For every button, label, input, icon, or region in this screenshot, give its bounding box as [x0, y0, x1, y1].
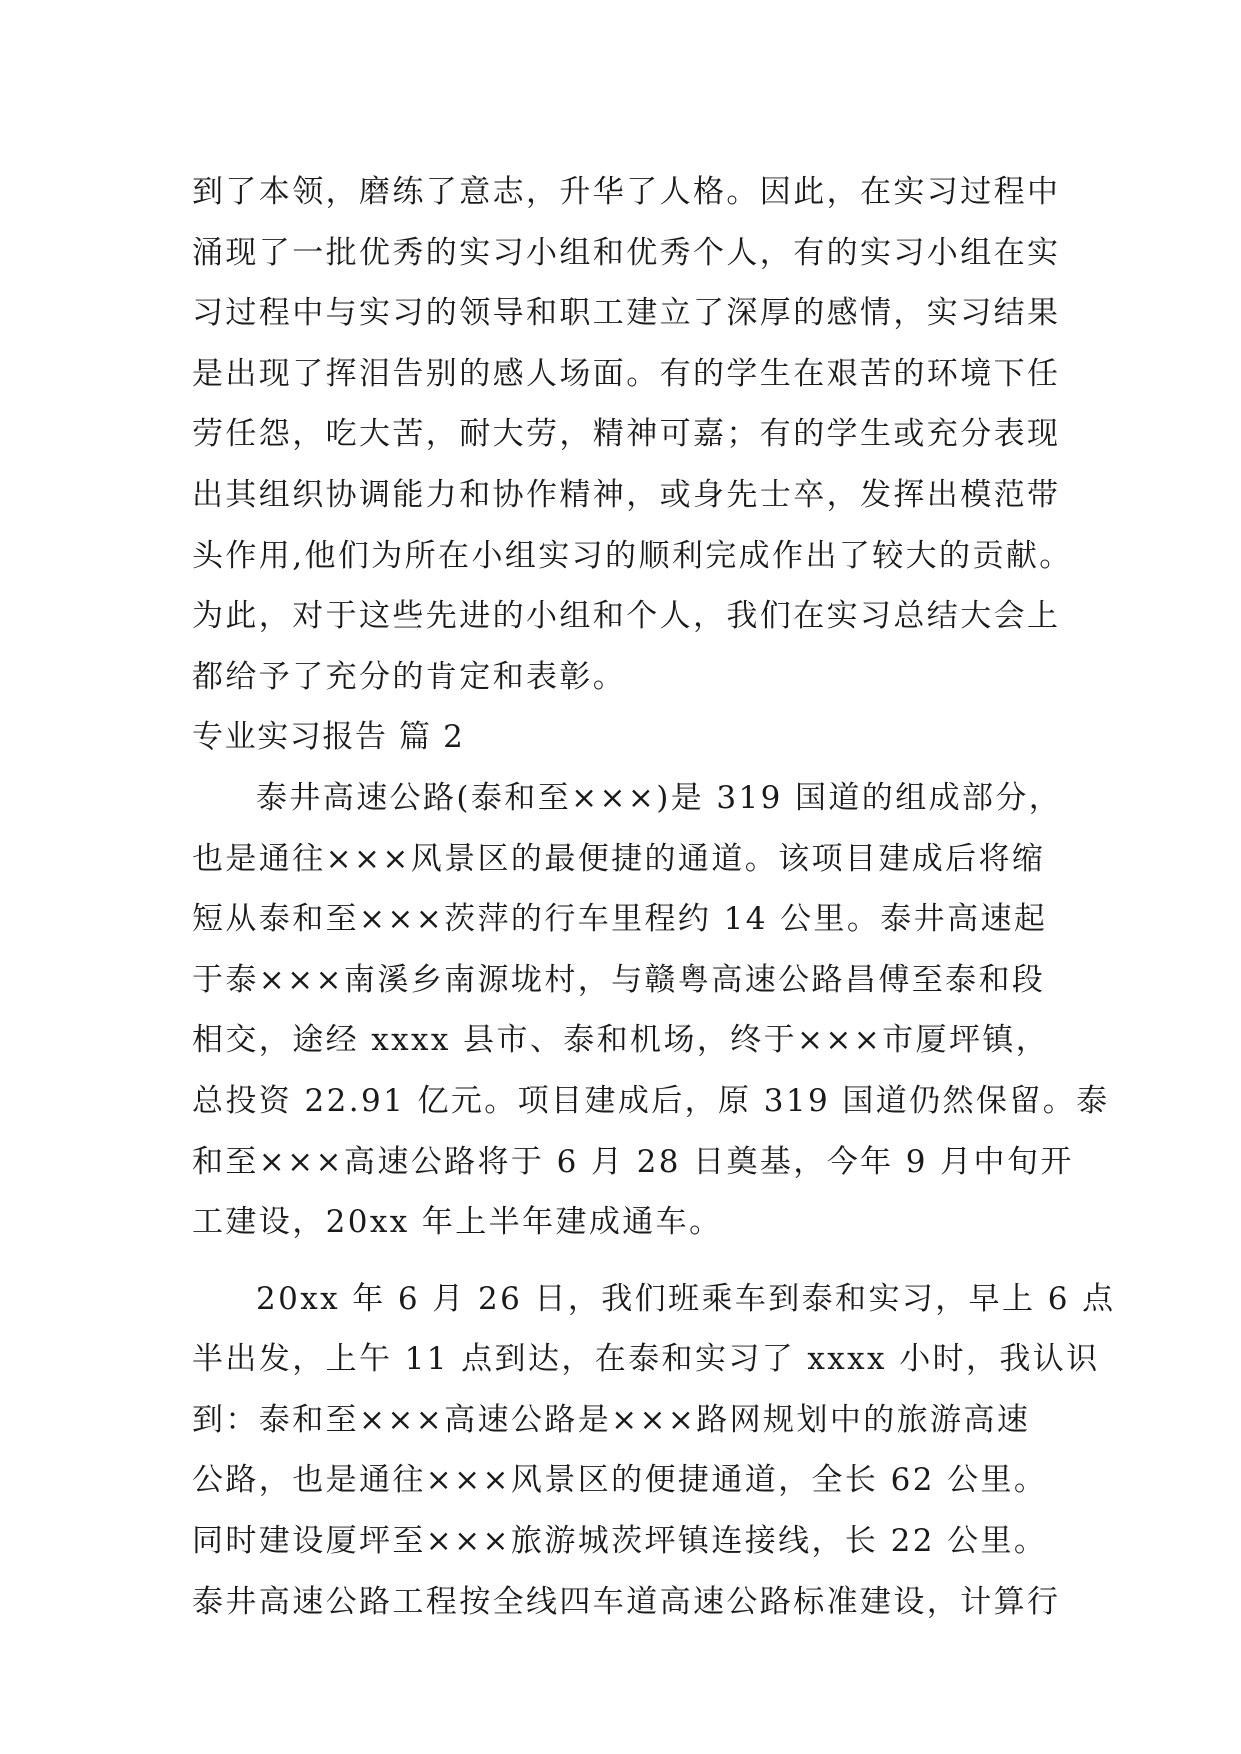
text-line: 劳任怨，吃大苦，耐大劳，精神可嘉；有的学生或充分表现	[192, 416, 1061, 453]
document-body	[192, 162, 1116, 1632]
text-line: 涌现了一批优秀的实习小组和优秀个人，有的实习小组在实	[192, 234, 1061, 271]
text-line: 习过程中与实习的领导和职工建立了深厚的感情，实习结果	[192, 295, 1061, 332]
text-line: 相交，途经 xxxx 县市、泰和机场，终于×××市厦坪镇，	[192, 1022, 1050, 1059]
paragraph-2	[192, 768, 1110, 1253]
paragraph-3	[192, 1269, 1116, 1633]
text-line: 于泰×××南溪乡南源垅村，与赣粤高速公路昌傅至泰和段	[192, 961, 1046, 998]
text-line: 工建设，20xx 年上半年建成通车。	[192, 1204, 723, 1241]
text-line: 也是通往×××风景区的最便捷的通道。该项目建成后将缩	[192, 840, 1046, 877]
text-line: 半出发，上午 11 点到达，在泰和实习了 xxxx 小时，我认识	[192, 1341, 1100, 1378]
text-line: 为此，对于这些先进的小组和个人，我们在实习总结大会上	[192, 598, 1061, 635]
paragraph-spacer	[192, 1253, 1052, 1269]
text-line: 同时建设厦坪至×××旅游城茨坪镇连接线，长 22 公里。	[192, 1523, 1048, 1560]
text-line: 到：泰和至×××高速公路是×××路网规划中的旅游高速	[192, 1401, 1031, 1438]
text-line: 头作用,他们为所在小组实习的顺利完成作出了较大的贡献。	[192, 537, 1073, 574]
text-line: 出其组织协调能力和协作精神，或身先士卒，发挥出模范带	[192, 476, 1061, 513]
text-line: 到了本领，磨练了意志，升华了人格。因此，在实习过程中	[192, 174, 1061, 210]
text-line: 公路，也是通往×××风景区的便捷通道，全长 62 公里。	[192, 1462, 1048, 1499]
section-heading: 专业实习报告 篇 2	[192, 719, 465, 756]
paragraph-1	[192, 162, 1073, 707]
text-line: 总投资 22.91 亿元。项目建成后，原 319 国道仍然保留。泰	[192, 1082, 1110, 1119]
text-line: 泰井高速公路工程按全线四车道高速公路标准建设，计算行	[192, 1583, 1061, 1620]
text-line: 短从泰和至×××茨萍的行车里程约 14 公里。泰井高速起	[192, 901, 1048, 938]
text-line: 是出现了挥泪告别的感人场面。有的学生在艰苦的环境下任	[192, 355, 1061, 392]
text-line: 和至×××高速公路将于 6 月 28 日奠基，今年 9 月中旬开	[192, 1143, 1074, 1180]
text-line: 泰井高速公路(泰和至×××)是 319 国道的组成部分，	[256, 779, 1063, 816]
text-line: 都给予了充分的肯定和表彰。	[192, 658, 627, 695]
text-line: 20xx 年 6 月 26 日，我们班乘车到泰和实习，早上 6 点	[256, 1280, 1116, 1317]
